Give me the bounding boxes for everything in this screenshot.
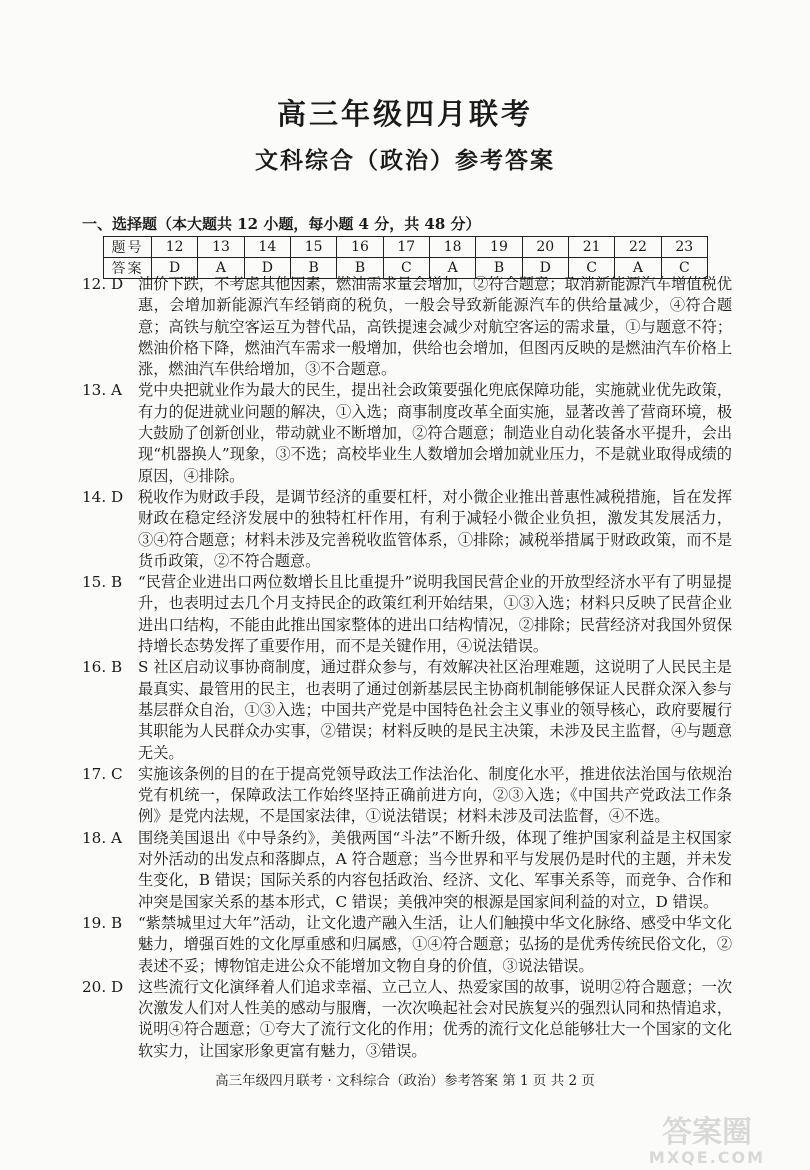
explanation-number (82, 487, 138, 508)
question-number-cell: 20 (522, 237, 568, 258)
answer-cell: C (568, 258, 614, 279)
answer-cell: A (429, 258, 475, 279)
explanation-text: 围绕美国退出《中导条约》，美俄两国“斗法”不断升级，体现了维护国家利益是主权国家对外活动的出发点和落脚点，A 符合题意；当今世界和平与发展仍是时代的主题，并未发生变化，B 错误；国际关系的内容包括政治、经济、文化、军事关系等，而竞争、合作和冲突是国家关系的基本形式，C 错误；美俄冲突的根源是国家间利益的对立，D 错误。 (138, 828, 732, 911)
answer-cell: D (244, 258, 290, 279)
explanation-list (82, 274, 732, 1062)
page-footer: 高三年级四月联考 · 文科综合（政治）参考答案 第 1 页 共 2 页 (215, 1073, 595, 1089)
explanation-number (82, 913, 138, 934)
explanation-number (82, 380, 138, 401)
question-number-cell: 15 (290, 237, 336, 258)
explanation-text: 这些流行文化演绎着人们追求幸福、立己立人、热爱家国的故事，说明②符合题意；一次次激发人们对人性美的感动与服膺，一次次唤起社会对民族复兴的强烈认同和热情追求，说明④符合题意；①夸大了流行文化的作用；优秀的流行文化总能够壮大一个国家的文化软实力，让国家形象更富有魅力，③错误。 (138, 977, 732, 1060)
answer-cell: B (290, 258, 336, 279)
explanation-number (82, 977, 138, 998)
watermark-url: MXQE.COM (648, 1148, 766, 1166)
question-number: 20. (82, 977, 107, 996)
number-row-label: 题号 (104, 237, 152, 258)
explanation-text: “民营企业进出口两位数增长且比重提升”说明我国民营企业的开放型经济水平有了明显提升，也表明过去几个月支持民企的政策红利开始结果，①③入选；材料只反映了民营企业进出口结构，不能由此推出国家整体的进出口结构情况，②排除；民营经济对我国外贸保持增长态势发挥了重要作用，而不是关键作用，④说法错误。 (138, 573, 732, 656)
explanation-number (82, 572, 138, 593)
answer-cell: C (661, 258, 707, 279)
answer-row-label: 答案 (104, 258, 152, 279)
explanation-text: 实施该条例的目的在于提高党领导政法工作法治化、制度化水平，推进依法治国与依规治党有机统一，保障政法工作始终坚持正确前进方向，②③入选；《中国共产党政法工作条例》是党内法规，不是国家法律，①说法错误；材料未涉及司法监督，④不选。 (138, 764, 732, 826)
explanation-item (82, 977, 732, 1062)
explanation-number (82, 828, 138, 849)
page-subtitle: 文科综合（政治）参考答案 (255, 147, 555, 174)
answer-cell: A (615, 258, 661, 279)
question-answer: A (110, 381, 122, 400)
question-answer: B (110, 658, 123, 677)
question-answer: C (110, 764, 123, 783)
question-number-cell: 18 (429, 237, 475, 258)
question-answer: D (110, 977, 124, 996)
section-heading: 一、选择题（本大题共 12 小题，每小题 4 分，共 48 分） (82, 215, 481, 233)
question-number: 13. (82, 381, 107, 400)
question-number-cell: 17 (383, 237, 429, 258)
explanation-text: 税收作为财政手段，是调节经济的重要杠杆，对小微企业推出普惠性减税措施，旨在发挥财政在稳定经济发展中的独特杠杆作用，有利于减轻小微企业负担，激发其发展活力，③④符合题意；材料未涉及完善税收监管体系，①排除；减税举措属于财政政策，而不是货币政策，②不符合题意。 (138, 487, 732, 570)
explanation-text: S 社区启动议事协商制度，通过群众参与，有效解决社区治理难题，这说明了人民民主是最真实、最管用的民主，也表明了通过创新基层民主协商机制能够保证人民群众深入参与基层群众自治，①③入选；中国共产党是中国特色社会主义事业的领导核心，政府要履行其职能为人民群众办实事，②错误；材料反映的是民主决策，未涉及民主监督，④与题意无关。 (138, 658, 732, 762)
explanation-number (82, 764, 138, 785)
question-number-cell: 13 (198, 237, 244, 258)
question-number-cell: 23 (661, 237, 707, 258)
question-number-cell: 19 (476, 237, 522, 258)
explanation-item (82, 487, 732, 572)
explanation-number (82, 274, 138, 295)
watermark-text: 答案圈 (662, 1115, 752, 1150)
question-answer: D (110, 275, 124, 293)
question-answer: B (110, 573, 123, 592)
explanation-item (82, 913, 732, 977)
answer-cell: D (522, 258, 568, 279)
answer-cell: C (383, 258, 429, 279)
question-number-cell: 14 (244, 237, 290, 258)
answer-cell: B (476, 258, 522, 279)
explanation-text: “紫禁城里过大年”活动，让文化遗产融入生活，让人们触摸中华文化脉络、感受中华文化魅力，增强百姓的文化厚重感和归属感，①④符合题意；弘扬的是优秀传统民俗文化，②表述不妥；博物馆走进公众不能增加文物自身的价值，③说法错误。 (138, 913, 732, 975)
watermark-logo (612, 1112, 802, 1166)
question-number: 18. (82, 828, 107, 847)
question-number: 16. (82, 658, 107, 677)
explanation-text: 党中央把就业作为最大的民生，提出社会政策要强化兜底保障功能，实施就业优先政策，有力的促进就业问题的解决，①入选；商事制度改革全面实施，显著改善了营商环境，极大鼓励了创新创业，带动就业不断增加，②符合题意；制造业自动化装备水平提升，会出现“机器换人”现象，③不选；高校毕业生人数增加会增加就业压力，不是就业取得成绩的原因，④排除。 (138, 381, 732, 485)
explanation-item (82, 274, 732, 380)
question-answer: D (110, 487, 124, 506)
question-number-cell: 21 (568, 237, 614, 258)
question-number: 19. (82, 913, 107, 932)
answer-table (103, 236, 708, 279)
question-number: 14. (82, 487, 107, 506)
question-number: 15. (82, 573, 107, 592)
explanation-item (82, 764, 732, 828)
answer-cell: B (337, 258, 383, 279)
answer-cell: D (152, 258, 198, 279)
question-number: 17. (82, 764, 107, 783)
explanation-item (82, 572, 732, 657)
question-answer: B (110, 913, 123, 932)
question-number-cell: 12 (152, 237, 198, 258)
explanation-number (82, 657, 138, 678)
answer-cell: A (198, 258, 244, 279)
explanation-item (82, 380, 732, 486)
question-number: 12. (82, 275, 107, 293)
explanation-item (82, 657, 732, 763)
question-number-cell: 16 (337, 237, 383, 258)
explanation-item (82, 828, 732, 913)
question-number-cell: 22 (615, 237, 661, 258)
answer-table-number-row (104, 237, 708, 258)
explanation-text: 油价下跌，不考虑其他因素，燃油需求量会增加，②符合题意；取消新能源汽车增值税优惠，会增加新能源汽车经销商的税负，一般会导致新能源汽车的供给量减少，④符合题意；高铁与航空客运互为替代品，高铁提速会减少对航空客运的需求量，①与题意不符；燃油价格下降，燃油汽车需求一般增加，供给也会增加，但图丙反映的是燃油汽车价格上涨，燃油汽车供给增加，③不合题意。 (138, 275, 732, 379)
page-title: 高三年级四月联考 (276, 97, 533, 131)
question-answer: A (110, 828, 122, 847)
